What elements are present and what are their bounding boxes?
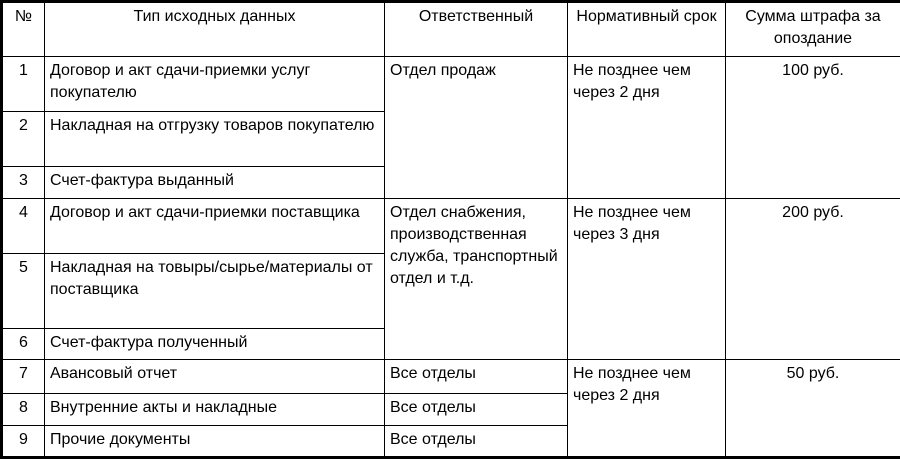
- group-deadline: Не позднее чем через 2 дня: [568, 360, 726, 458]
- row-type: Накладная на отгрузку товаров покупателю: [45, 112, 385, 167]
- row-responsible: Все отделы: [385, 394, 568, 426]
- row-type: Договор и акт сдачи-приемки услуг покупателю: [45, 57, 385, 112]
- row-num: 7: [2, 360, 45, 394]
- row-responsible: Все отделы: [385, 426, 568, 458]
- group-responsible: Отдел продаж: [385, 57, 568, 199]
- table-row: [2, 199, 900, 254]
- row-num: 2: [2, 112, 45, 167]
- row-num: 6: [2, 329, 45, 360]
- row-type: Счет-фактура выданный: [45, 167, 385, 199]
- row-type: Прочие документы: [45, 426, 385, 458]
- header-num: №: [2, 2, 45, 57]
- group-penalty: 50 руб.: [726, 360, 900, 458]
- group-penalty: 100 руб.: [726, 57, 900, 199]
- row-num: 4: [2, 199, 45, 254]
- header-deadline: Нормативный срок: [568, 2, 726, 57]
- row-num: 8: [2, 394, 45, 426]
- row-type: Авансовый отчет: [45, 360, 385, 394]
- row-num: 5: [2, 254, 45, 329]
- row-num: 3: [2, 167, 45, 199]
- row-num: 9: [2, 426, 45, 458]
- row-num: 1: [2, 57, 45, 112]
- header-penalty: Сумма штрафа за опоздание: [726, 2, 900, 57]
- row-type: Внутренние акты и накладные: [45, 394, 385, 426]
- group-deadline: Не позднее чем через 2 дня: [568, 57, 726, 199]
- group-deadline: Не позднее чем через 3 дня: [568, 199, 726, 360]
- table-row: [2, 57, 900, 112]
- group-penalty: 200 руб.: [726, 199, 900, 360]
- header-type: Тип исходных данных: [45, 2, 385, 57]
- group-responsible: Отдел снабжения, производственная служба, транспортный отдел и т.д.: [385, 199, 568, 360]
- header-responsible: Ответственный: [385, 2, 568, 57]
- table-row: [2, 360, 900, 394]
- header-row: [2, 2, 900, 57]
- row-type: Счет-фактура полученный: [45, 329, 385, 360]
- row-responsible: Все отделы: [385, 360, 568, 394]
- row-type: Накладная на товыры/сырье/материалы от поставщика: [45, 254, 385, 329]
- row-type: Договор и акт сдачи-приемки поставщика: [45, 199, 385, 254]
